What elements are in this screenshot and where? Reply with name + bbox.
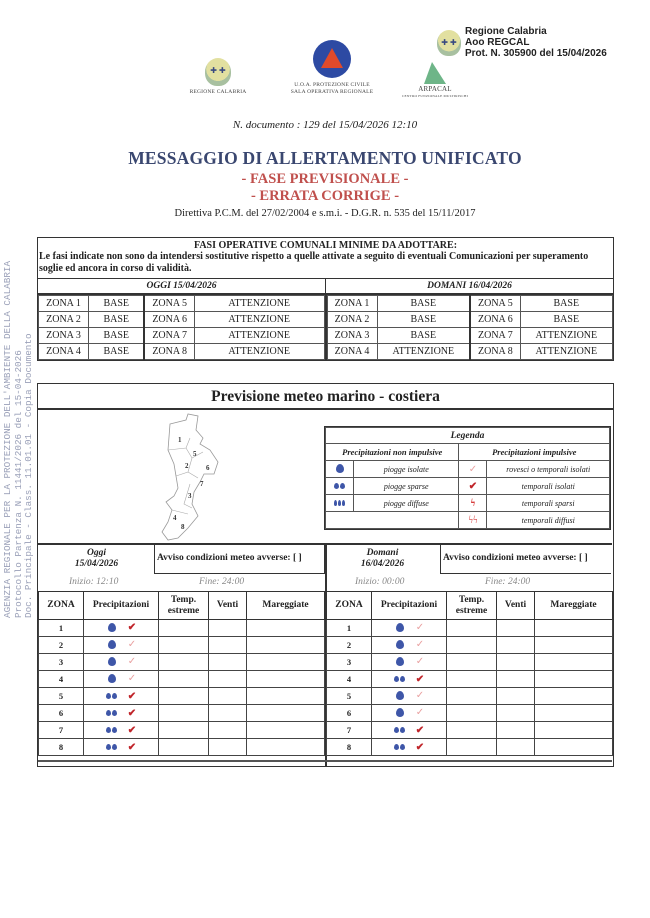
arpacal-mark-icon <box>420 62 450 84</box>
col-temp-estreme-header: Temp. estreme <box>447 592 497 620</box>
precipitation-cell <box>372 739 447 756</box>
oggi-label: Oggi <box>87 548 106 558</box>
venti-cell <box>497 722 535 739</box>
temp-estreme-cell <box>447 654 497 671</box>
map-zone-4: 4 <box>173 514 177 522</box>
zone-name: ZONA 7 <box>144 328 194 344</box>
rain-drops-two-icon <box>106 744 118 750</box>
rain-drops-two-icon <box>106 693 118 699</box>
table-row <box>39 671 325 688</box>
arpacal-caption: ARPACAL <box>418 85 452 93</box>
temp-estreme-cell <box>447 620 497 637</box>
temp-estreme-cell <box>447 739 497 756</box>
protezione-civile-emblem-icon <box>313 40 351 78</box>
zone-name: ZONA 1 <box>39 296 89 312</box>
arpacal-logo <box>395 62 475 100</box>
zone-name: ZONA 2 <box>327 312 377 328</box>
precipitation-cell <box>84 620 159 637</box>
mareggiate-cell <box>535 705 613 722</box>
temp-estreme-cell <box>159 722 209 739</box>
rain-drop-icon <box>106 657 118 666</box>
mareggiate-cell <box>535 620 613 637</box>
domani-avviso: Avviso condizioni meteo avverse: [ ] <box>440 544 611 574</box>
zone-number: 2 <box>327 637 372 654</box>
venti-cell <box>209 654 247 671</box>
zone-number: 4 <box>327 671 372 688</box>
map-zone-1: 1 <box>178 436 182 444</box>
precipitation-cell <box>84 671 159 688</box>
legend-title: Legenda <box>326 428 610 444</box>
mareggiate-cell <box>247 620 325 637</box>
map-zone-3: 3 <box>188 492 192 500</box>
previsione-title: Previsione meteo marino - costiera <box>38 385 613 410</box>
mareggiate-cell <box>247 637 325 654</box>
calabria-zones-map <box>148 412 238 542</box>
precipitation-cell <box>372 654 447 671</box>
calabria-crest-icon <box>437 30 461 56</box>
storm-outline-icon: ✓ <box>415 690 425 701</box>
storm-outline-icon: ✓ <box>468 463 478 475</box>
zone-name: ZONA 1 <box>327 296 377 312</box>
oggi-inizio: Inizio: 12:10 <box>69 577 119 587</box>
side-protocol-stamp <box>3 261 35 618</box>
rain-drop-icon <box>394 691 406 700</box>
temp-estreme-cell <box>159 705 209 722</box>
zone-phase: ATTENZIONE <box>194 328 324 344</box>
map-zone-8: 8 <box>181 523 185 531</box>
zone-phase: BASE <box>89 328 145 344</box>
protezione-civile-logo <box>282 40 382 96</box>
fasi-oggi-table <box>38 295 325 360</box>
zone-name: ZONA 8 <box>144 344 194 360</box>
legend-non-impulsive-header: Precipitazioni non impulsive <box>326 444 459 461</box>
rain-drops-two-icon <box>106 727 118 733</box>
oggi-date: 15/04/2026 <box>74 559 119 569</box>
venti-cell <box>497 705 535 722</box>
domani-inizio: Inizio: 00:00 <box>355 577 405 587</box>
precipitation-cell <box>372 637 447 654</box>
zone-name: ZONA 3 <box>39 328 89 344</box>
zone-phase: ATTENZIONE <box>520 344 612 360</box>
col-zona-header: ZONA <box>39 592 84 620</box>
oggi-fine: Fine: 24:00 <box>199 577 245 587</box>
zone-name: ZONA 5 <box>470 296 520 312</box>
zone-phase: BASE <box>89 344 145 360</box>
regione-logo-caption: REGIONE CALABRIA <box>189 89 247 95</box>
rain-drop-icon <box>106 674 118 683</box>
arpacal-subcaption: CENTRO FUNZIONALE MULTIRISCHI <box>402 94 468 98</box>
rain-drop-icon <box>106 623 118 632</box>
fasi-row <box>327 296 613 312</box>
table-row <box>327 688 613 705</box>
zone-number: 5 <box>327 688 372 705</box>
protocol-line3: Prot. N. 305900 del 15/04/2026 <box>465 48 607 59</box>
rain-drops-two-icon <box>394 727 406 733</box>
col-precipitazioni-header: Precipitazioni <box>84 592 159 620</box>
zone-number: 8 <box>39 739 84 756</box>
mareggiate-cell <box>535 637 613 654</box>
mareggiate-cell <box>247 671 325 688</box>
zone-number: 7 <box>327 722 372 739</box>
zone-number: 8 <box>327 739 372 756</box>
table-row <box>327 654 613 671</box>
table-row <box>39 688 325 705</box>
zone-name: ZONA 4 <box>39 344 89 360</box>
fasi-domani-table <box>327 295 614 360</box>
page-title: MESSAGGIO DI ALLERTAMENTO UNIFICATO <box>128 148 522 168</box>
venti-cell <box>497 620 535 637</box>
calabria-crest-icon <box>205 58 231 86</box>
zone-number: 6 <box>39 705 84 722</box>
fasi-row <box>327 312 613 328</box>
venti-cell <box>209 671 247 688</box>
storm-tick-icon: ✔ <box>127 707 137 719</box>
zone-number: 6 <box>327 705 372 722</box>
legend-item-temporali-diffusi: temporali diffusi <box>487 512 610 529</box>
storm-tick-icon: ✔ <box>127 690 137 702</box>
zone-phase: ATTENZIONE <box>194 344 324 360</box>
side-stamp-line2: Protocollo Partenza N. 11441/2026 del 15-04-2026 <box>12 350 24 618</box>
fasi-row <box>39 328 325 344</box>
lightning-icon: ϟ <box>470 497 476 509</box>
storm-outline-icon: ✓ <box>415 656 425 667</box>
table-row <box>39 654 325 671</box>
table-row <box>39 739 325 756</box>
mareggiate-cell <box>247 722 325 739</box>
rain-drops-two-icon <box>394 744 406 750</box>
legend <box>324 426 611 530</box>
table-row <box>39 620 325 637</box>
map-zone-6: 6 <box>206 464 210 472</box>
table-row <box>39 722 325 739</box>
table-row <box>327 722 613 739</box>
zone-phase: BASE <box>520 296 612 312</box>
zone-phase: ATTENZIONE <box>377 344 470 360</box>
venti-cell <box>497 654 535 671</box>
mareggiate-cell <box>247 705 325 722</box>
storm-tick-icon: ✔ <box>127 724 137 736</box>
temp-estreme-cell <box>447 671 497 688</box>
divider <box>38 760 612 762</box>
rain-drops-two-icon <box>106 710 118 716</box>
fasi-row <box>327 328 613 344</box>
col-zona-header: ZONA <box>327 592 372 620</box>
zone-number: 7 <box>39 722 84 739</box>
zone-phase: BASE <box>89 296 145 312</box>
temp-estreme-cell <box>159 620 209 637</box>
zone-number: 3 <box>327 654 372 671</box>
forecast-table-oggi <box>38 591 325 756</box>
double-lightning-icon: ϟϟ <box>468 514 478 526</box>
forecast-table-domani <box>326 591 613 756</box>
zone-name: ZONA 2 <box>39 312 89 328</box>
storm-outline-icon: ✓ <box>127 673 137 684</box>
table-row <box>327 739 613 756</box>
domani-label: Domani <box>366 548 399 558</box>
venti-cell <box>209 637 247 654</box>
zone-phase: BASE <box>377 328 470 344</box>
mareggiate-cell <box>247 688 325 705</box>
legend-item-piogge-diffuse: piogge diffuse <box>354 495 459 512</box>
legend-item-temporali-sparsi: temporali sparsi <box>487 495 610 512</box>
side-stamp-line3: Doc. Principale - Class. 11.01.01 - Copia Documento <box>23 333 34 618</box>
venti-cell <box>209 739 247 756</box>
venti-cell <box>497 671 535 688</box>
zone-phase: BASE <box>377 296 470 312</box>
precipitation-cell <box>84 739 159 756</box>
precipitation-cell <box>84 637 159 654</box>
storm-tick-icon: ✔ <box>468 480 478 492</box>
fasi-row <box>39 312 325 328</box>
subtitle-phase: - FASE PREVISIONALE - <box>241 171 409 187</box>
regione-calabria-logo <box>188 58 248 96</box>
rain-drops-two-icon <box>334 483 346 489</box>
rain-drop-icon <box>106 640 118 649</box>
zone-number: 3 <box>39 654 84 671</box>
table-row <box>327 620 613 637</box>
col-mareggiate-header: Mareggiate <box>535 592 613 620</box>
precipitation-cell <box>84 688 159 705</box>
col-temp-estreme-header: Temp. estreme <box>159 592 209 620</box>
mareggiate-cell <box>247 739 325 756</box>
precipitation-cell <box>372 722 447 739</box>
rain-drop-icon <box>394 708 406 717</box>
table-row <box>39 705 325 722</box>
side-stamp-line1: AGENZIA REGIONALE PER LA PROTEZIONE DELL'AMBIENTE DELLA CALABRIA <box>2 260 13 618</box>
venti-cell <box>209 688 247 705</box>
domani-header <box>325 544 612 588</box>
fasi-domani-label: DOMANI 16/04/2026 <box>325 279 613 293</box>
zone-phase: ATTENZIONE <box>194 312 324 328</box>
col-mareggiate-header: Mareggiate <box>247 592 325 620</box>
zone-name: ZONA 8 <box>470 344 520 360</box>
venti-cell <box>209 705 247 722</box>
fasi-row <box>327 344 613 360</box>
protocol-line2: Aoo REGCAL <box>465 37 530 48</box>
table-row <box>327 637 613 654</box>
temp-estreme-cell <box>447 637 497 654</box>
fasi-row <box>39 344 325 360</box>
precipitation-cell <box>372 705 447 722</box>
venti-cell <box>497 688 535 705</box>
precipitation-cell <box>372 620 447 637</box>
zone-number: 1 <box>39 620 84 637</box>
storm-tick-icon: ✔ <box>415 741 425 753</box>
protocol-stamp <box>437 26 607 59</box>
domani-fine: Fine: 24:00 <box>485 577 531 587</box>
pc-caption-line1: U.O.A. PROTEZIONE CIVILE <box>294 82 370 88</box>
precipitation-cell <box>84 705 159 722</box>
temp-estreme-cell <box>159 739 209 756</box>
document-number: N. documento : 129 del 15/04/2026 12:10 <box>232 119 418 131</box>
table-row <box>39 637 325 654</box>
map-zone-2: 2 <box>185 462 189 470</box>
table-row <box>327 671 613 688</box>
subtitle-errata: - ERRATA CORRIGE - <box>250 188 400 204</box>
fasi-oggi-label: OGGI 15/04/2026 <box>146 281 217 291</box>
rain-drop-icon <box>336 464 344 473</box>
fasi-operative-box <box>37 237 614 361</box>
storm-tick-icon: ✔ <box>415 724 425 736</box>
protocol-line1: Regione Calabria <box>465 26 547 37</box>
rain-drops-two-icon <box>394 676 406 682</box>
venti-cell <box>209 722 247 739</box>
legend-item-rovesci: rovesci o temporali isolati <box>487 461 610 478</box>
previsione-box <box>37 383 614 767</box>
temp-estreme-cell <box>447 722 497 739</box>
storm-outline-icon: ✓ <box>127 639 137 650</box>
legend-item-piogge-sparse: piogge sparse <box>354 478 459 495</box>
venti-cell <box>209 620 247 637</box>
oggi-avviso: Avviso condizioni meteo avverse: [ ] <box>154 544 325 574</box>
zone-number: 1 <box>327 620 372 637</box>
venti-cell <box>497 637 535 654</box>
temp-estreme-cell <box>159 671 209 688</box>
rain-drop-icon <box>394 640 406 649</box>
zone-phase: BASE <box>520 312 612 328</box>
pc-caption-line2: SALA OPERATIVA REGIONALE <box>290 89 374 95</box>
map-zone-5: 5 <box>193 450 197 458</box>
temp-estreme-cell <box>159 688 209 705</box>
mareggiate-cell <box>535 654 613 671</box>
zone-number: 5 <box>39 688 84 705</box>
col-venti-header: Venti <box>209 592 247 620</box>
zone-name: ZONA 3 <box>327 328 377 344</box>
mareggiate-cell <box>535 671 613 688</box>
zone-name: ZONA 6 <box>144 312 194 328</box>
domani-date: 16/04/2026 <box>360 559 405 569</box>
legend-item-temporali-isolati: temporali isolati <box>487 478 610 495</box>
precipitation-cell <box>84 722 159 739</box>
storm-outline-icon: ✓ <box>415 622 425 633</box>
fasi-row <box>39 296 325 312</box>
temp-estreme-cell <box>159 637 209 654</box>
fasi-note: Le fasi indicate non sono da intendersi sostitutive rispetto a quelle attivate a seguito di eventuali Comunicazioni per superamento soglie ed ancora in corso di validità. <box>39 251 589 274</box>
zone-phase: BASE <box>89 312 145 328</box>
storm-outline-icon: ✓ <box>415 639 425 650</box>
storm-outline-icon: ✓ <box>415 707 425 718</box>
col-venti-header: Venti <box>497 592 535 620</box>
venti-cell <box>497 739 535 756</box>
zone-number: 2 <box>39 637 84 654</box>
table-row <box>327 705 613 722</box>
zone-phase: ATTENZIONE <box>520 328 612 344</box>
map-zone-7: 7 <box>200 480 204 488</box>
legend-item-piogge-isolate: piogge isolate <box>354 461 459 478</box>
rain-drop-icon <box>394 657 406 666</box>
zone-name: ZONA 4 <box>327 344 377 360</box>
temp-estreme-cell <box>447 705 497 722</box>
col-precipitazioni-header: Precipitazioni <box>372 592 447 620</box>
rain-drops-three-icon <box>334 500 346 506</box>
storm-tick-icon: ✔ <box>127 741 137 753</box>
mareggiate-cell <box>535 739 613 756</box>
zone-name: ZONA 6 <box>470 312 520 328</box>
storm-tick-icon: ✔ <box>127 622 137 633</box>
zone-number: 4 <box>39 671 84 688</box>
precipitation-cell <box>372 671 447 688</box>
fasi-heading: FASI OPERATIVE COMUNALI MINIME DA ADOTTARE: <box>193 240 458 251</box>
zone-name: ZONA 5 <box>144 296 194 312</box>
directive-reference: Direttiva P.C.M. del 27/02/2004 e s.m.i. - D.G.R. n. 535 del 15/11/2017 <box>174 208 476 219</box>
mareggiate-cell <box>247 654 325 671</box>
rain-drop-icon <box>394 623 406 632</box>
precipitation-cell <box>84 654 159 671</box>
mareggiate-cell <box>535 722 613 739</box>
mareggiate-cell <box>535 688 613 705</box>
storm-outline-icon: ✓ <box>127 656 137 667</box>
zone-phase: BASE <box>377 312 470 328</box>
precipitation-cell <box>372 688 447 705</box>
oggi-header <box>39 544 326 588</box>
temp-estreme-cell <box>159 654 209 671</box>
zone-phase: ATTENZIONE <box>194 296 324 312</box>
storm-tick-icon: ✔ <box>415 673 425 685</box>
legend-impulsive-header: Precipitazioni impulsive <box>459 444 610 461</box>
zone-name: ZONA 7 <box>470 328 520 344</box>
temp-estreme-cell <box>447 688 497 705</box>
